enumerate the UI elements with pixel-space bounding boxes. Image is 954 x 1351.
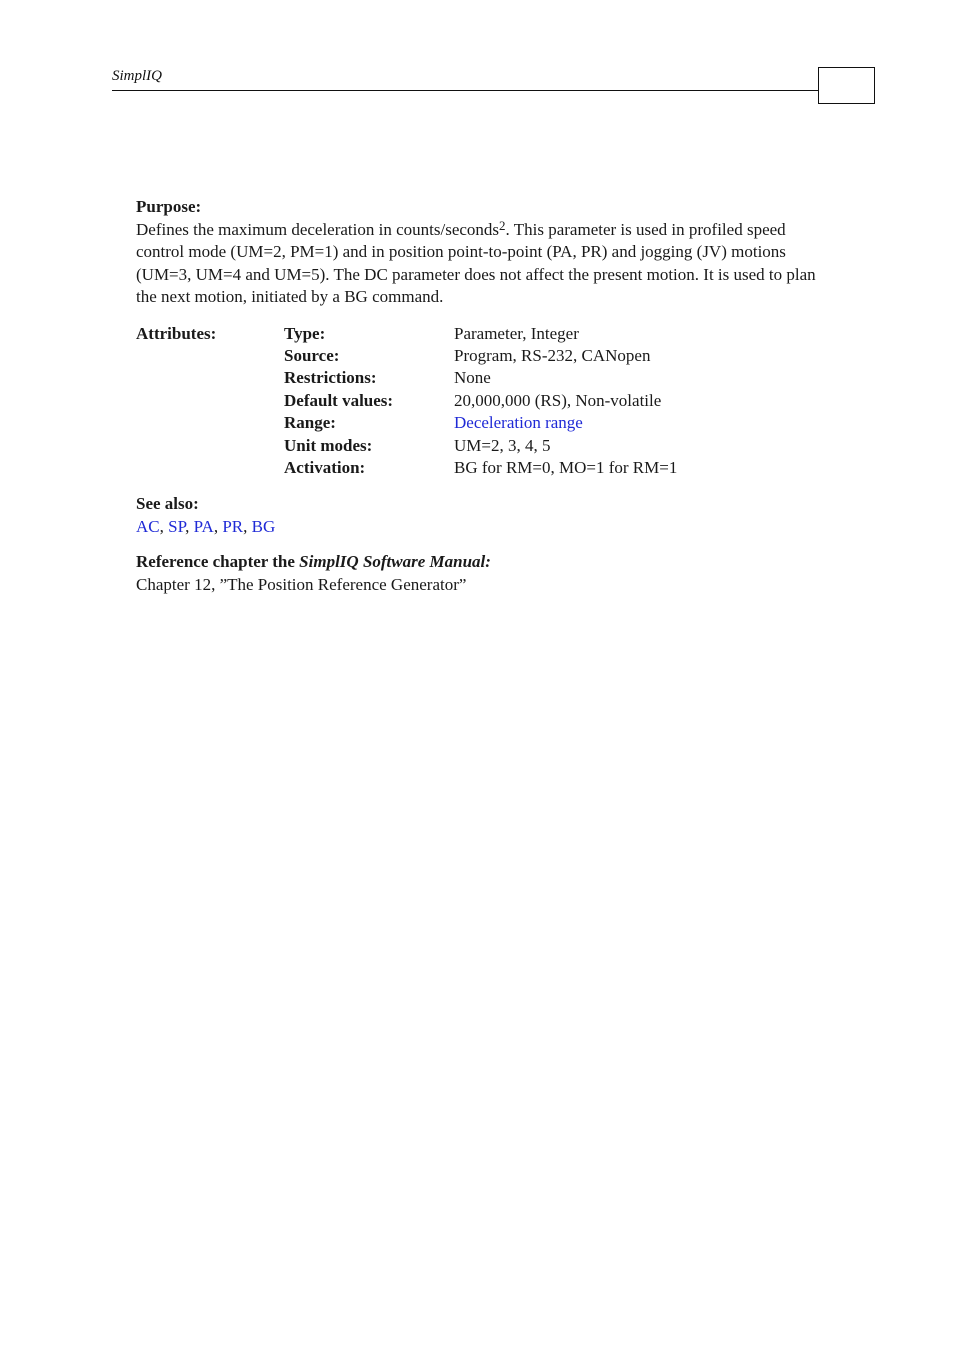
attribute-key: Unit modes: xyxy=(284,435,373,455)
reference-prefix: Reference chapter the xyxy=(136,552,300,572)
purpose-text-b: . This parameter is used in profiled speed control mode (UM=2, PM=1) and in position point-to-point (PA, PR) and jogging (JV) motions (UM=3, UM=4 and UM=5). The DC parameter does not affect the present motion. It is used to plan the next motion, initiated by a BG command. xyxy=(136,219,816,306)
attribute-value: Program, RS-232, CANopen xyxy=(454,345,651,365)
link-pr[interactable]: PR xyxy=(222,516,244,536)
attribute-row xyxy=(136,390,677,412)
attribute-value: BG for RM=0, MO=1 for RM=1 xyxy=(454,457,678,477)
purpose-superscript: 2 xyxy=(499,217,506,233)
purpose-label: Purpose: xyxy=(136,197,202,216)
reference-label xyxy=(136,551,816,574)
attribute-key: Restrictions: xyxy=(284,368,377,388)
link-separator: , xyxy=(213,516,223,536)
attribute-value: 20,000,000 (RS), Non-volatile xyxy=(454,390,662,410)
attribute-key: Type: xyxy=(284,323,326,343)
link-separator: , xyxy=(159,516,169,536)
attribute-row xyxy=(136,435,677,457)
attribute-row xyxy=(136,323,677,345)
link-separator: , xyxy=(185,516,194,536)
attribute-value: Parameter, Integer xyxy=(454,323,579,343)
attribute-key: Range: xyxy=(284,413,336,433)
reference-chapter: Chapter 12, ”The Position Reference Generator” xyxy=(136,574,467,594)
purpose-text xyxy=(136,219,816,309)
reference-manual-name: SimplIQ Software Manual: xyxy=(299,552,491,572)
link-pa[interactable]: PA xyxy=(193,516,214,536)
page-number-box xyxy=(818,67,875,104)
attributes-table xyxy=(136,323,677,480)
see-also-label: See also: xyxy=(136,494,199,514)
attribute-row xyxy=(136,345,677,367)
link-sp[interactable]: SP xyxy=(168,516,186,536)
link-bg[interactable]: BG xyxy=(251,516,276,536)
purpose-text-a: Defines the maximum deceleration in counts/seconds xyxy=(136,219,500,239)
attribute-value: UM=2, 3, 4, 5 xyxy=(454,435,551,455)
attributes-label: Attributes: xyxy=(136,323,217,343)
attribute-key: Activation: xyxy=(284,457,366,477)
link-separator: , xyxy=(243,516,252,536)
content xyxy=(136,196,816,596)
link-ac[interactable]: AC xyxy=(136,516,160,536)
see-also-links xyxy=(136,516,816,539)
attribute-key: Source: xyxy=(284,345,340,365)
attribute-row xyxy=(136,367,677,389)
attribute-row xyxy=(136,412,677,434)
attribute-key: Default values: xyxy=(284,390,394,410)
header-rule xyxy=(112,90,819,91)
attribute-value: None xyxy=(454,368,491,388)
deceleration-range-link[interactable]: Deceleration range xyxy=(454,413,583,433)
page-header-title: SimplIQ xyxy=(112,68,162,84)
attribute-row xyxy=(136,457,677,479)
